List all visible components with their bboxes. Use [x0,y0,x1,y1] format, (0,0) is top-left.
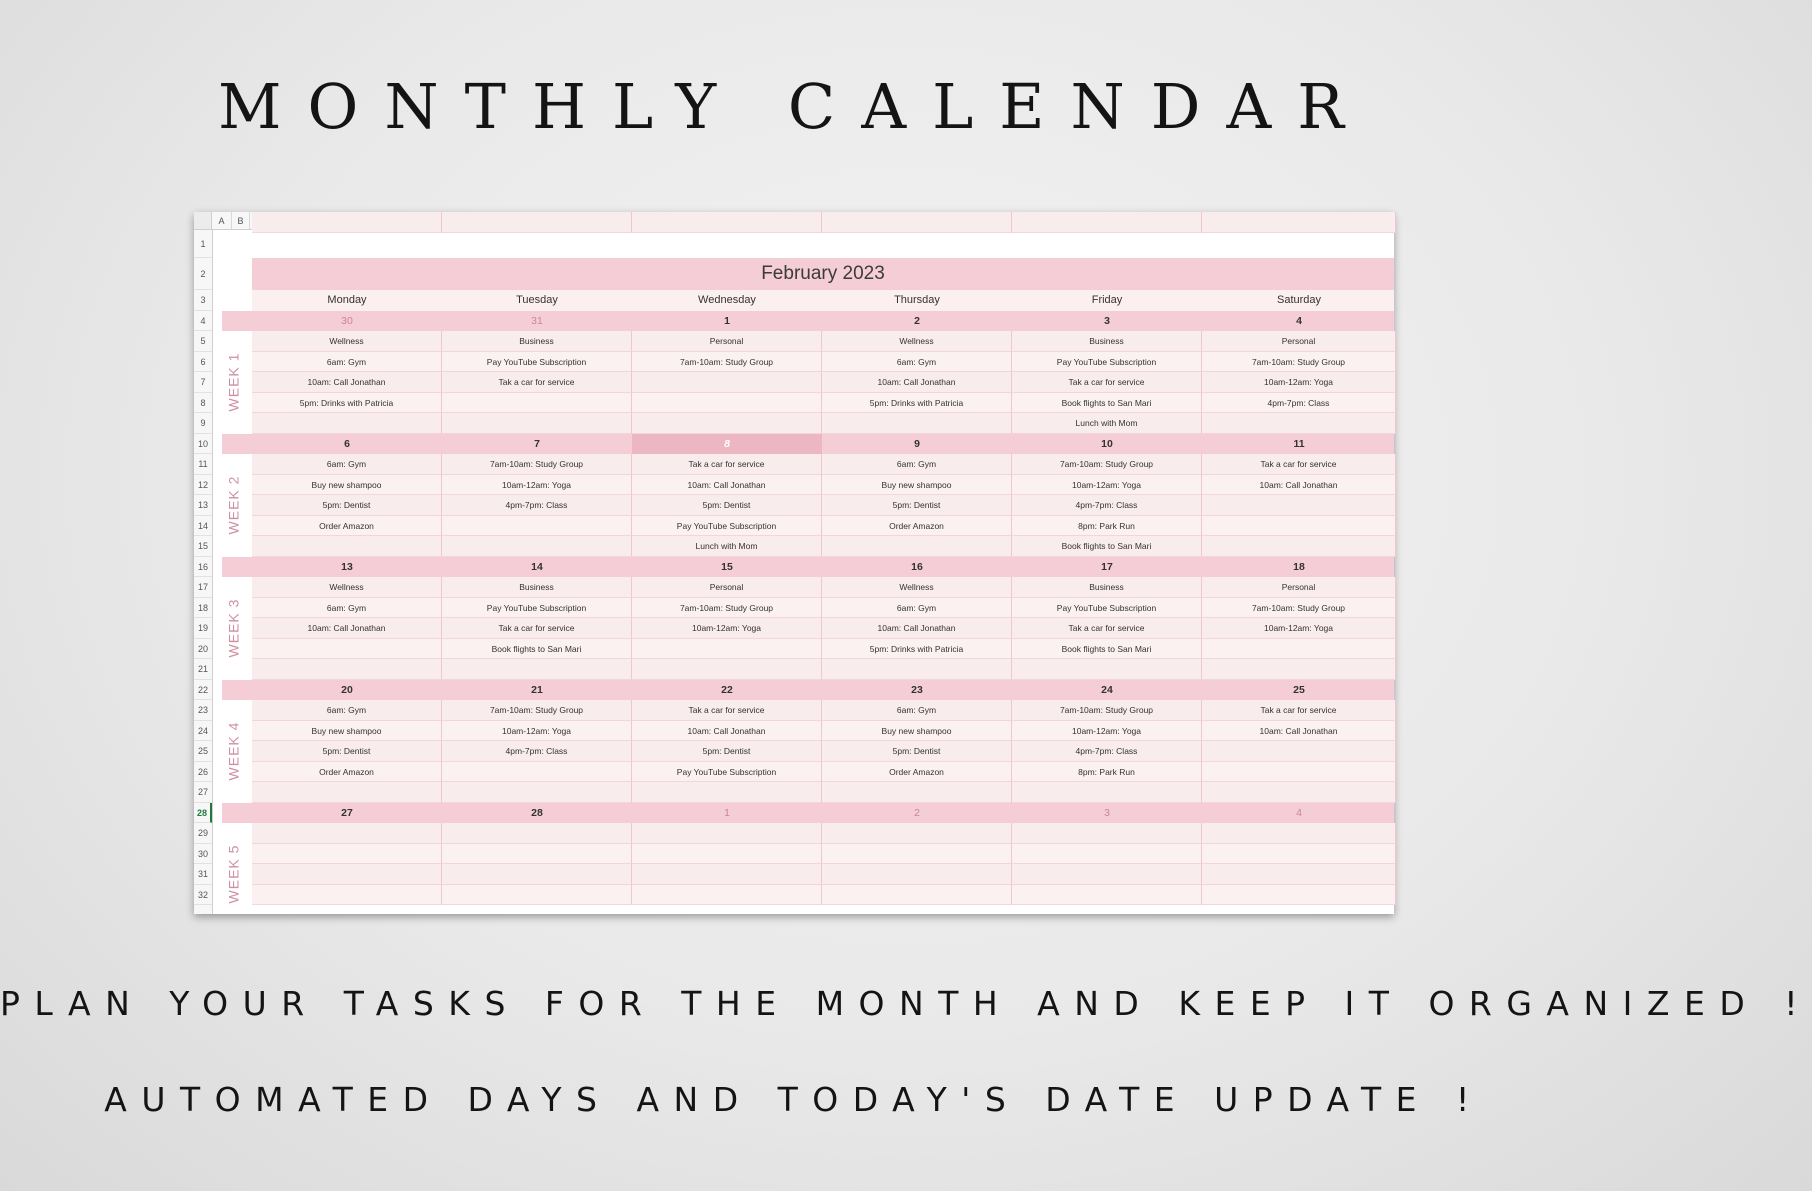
task-cell[interactable]: 10am-12am: Yoga [1202,372,1396,393]
task-cell[interactable]: Personal [632,331,822,352]
task-cell[interactable]: 5pm: Dentist [632,495,822,516]
task-cell[interactable] [822,864,1012,885]
task-cell[interactable]: 5pm: Dentist [252,495,442,516]
task-cell[interactable]: 6am: Gym [822,700,1012,721]
day-name-tuesday: Tuesday [516,294,558,306]
task-cell[interactable] [1202,823,1396,844]
date-cell[interactable]: 11 [1293,437,1305,450]
row-header-21[interactable]: 21 [194,659,212,680]
task-cell[interactable]: Lunch with Mom [1012,413,1202,434]
date-row-week-2 [222,434,1394,455]
task-cell[interactable] [822,844,1012,865]
date-cell[interactable]: 9 [914,437,920,450]
task-cell[interactable]: 5pm: Dentist [252,741,442,762]
task-cell[interactable]: 6am: Gym [252,352,442,373]
week-label-5 [218,823,248,926]
column-header-b[interactable]: B [232,212,250,230]
row-header-10[interactable]: 10 [194,434,212,455]
task-cell[interactable]: 5pm: Drinks with Patricia [252,393,442,414]
row-header-28[interactable]: 28 [194,803,212,824]
task-cell[interactable]: Business [442,331,632,352]
task-cell[interactable] [632,782,822,803]
task-cell[interactable]: 10am-12am: Yoga [1012,475,1202,496]
row-header-27[interactable]: 27 [194,782,212,803]
task-cell[interactable] [252,844,442,865]
task-cell[interactable] [822,659,1012,680]
task-cell[interactable] [1012,659,1202,680]
date-cell[interactable]: 16 [911,560,923,573]
task-cell[interactable] [1012,782,1202,803]
task-cell[interactable]: Business [1012,577,1202,598]
day-name-thursday: Thursday [894,294,940,306]
date-cell[interactable]: 4 [1296,806,1302,819]
row-header-13[interactable]: 13 [194,495,212,516]
task-cell[interactable]: Buy new shampoo [252,721,442,742]
task-cell[interactable] [1202,864,1396,885]
task-cell[interactable] [252,782,442,803]
task-cell[interactable] [1202,885,1396,906]
month-title: February 2023 [252,258,1394,290]
date-cell[interactable]: 18 [1293,560,1305,573]
task-cell[interactable]: 4pm-7pm: Class [442,495,632,516]
task-cell[interactable] [442,823,632,844]
task-cell[interactable] [822,823,1012,844]
task-cell[interactable]: 4pm-7pm: Class [1202,393,1396,414]
row-header-9[interactable]: 9 [194,413,212,434]
task-cell[interactable] [632,885,822,906]
row-header-7[interactable]: 7 [194,372,212,393]
task-cell[interactable] [822,885,1012,906]
task-cell[interactable]: Tak a car for service [1012,372,1202,393]
task-cell[interactable] [1012,885,1202,906]
task-cell[interactable]: 10am: Call Jonathan [822,618,1012,639]
task-cell[interactable]: Wellness [822,577,1012,598]
row-header-16[interactable]: 16 [194,557,212,578]
task-cell[interactable]: Order Amazon [822,516,1012,537]
task-cell[interactable]: Wellness [252,331,442,352]
row-header-15[interactable]: 15 [194,536,212,557]
task-cell[interactable]: Book flights to San Mari [1012,536,1202,557]
date-cell[interactable]: 6 [344,437,350,450]
task-cell[interactable] [632,212,822,233]
row-header-25[interactable]: 25 [194,741,212,762]
task-cell[interactable]: Order Amazon [822,762,1012,783]
calendar-grid [252,212,1394,914]
week-label-text: WEEK 4 [225,721,241,781]
task-cell[interactable]: 10am: Call Jonathan [1202,475,1396,496]
row-header-23[interactable]: 23 [194,700,212,721]
row-header-1[interactable]: 1 [194,230,212,258]
task-cell[interactable] [442,413,632,434]
task-cell[interactable]: Pay YouTube Subscription [1012,352,1202,373]
date-cell[interactable]: 10 [1101,437,1113,450]
task-cell[interactable]: Personal [1202,331,1396,352]
task-cell[interactable] [442,782,632,803]
task-cell[interactable]: Tak a car for service [1012,618,1202,639]
row-header-19[interactable]: 19 [194,618,212,639]
day-name-saturday: Saturday [1276,294,1322,306]
task-cell[interactable] [1202,212,1396,233]
task-cell[interactable] [252,659,442,680]
task-cell[interactable] [1012,864,1202,885]
date-cell[interactable]: 3 [1104,806,1110,819]
task-cell[interactable]: 7am-10am: Study Group [442,454,632,475]
task-cell[interactable]: Lunch with Mom [632,536,822,557]
task-cell[interactable] [822,782,1012,803]
row-header-30[interactable]: 30 [194,844,212,865]
task-cell[interactable] [632,823,822,844]
task-cell[interactable]: 6am: Gym [252,700,442,721]
task-cell[interactable]: 7am-10am: Study Group [1202,352,1396,373]
task-cell[interactable] [632,393,822,414]
task-cell[interactable] [1202,659,1396,680]
task-cell[interactable]: 5pm: Drinks with Patricia [822,393,1012,414]
task-cell[interactable] [1202,495,1396,516]
task-cell[interactable]: 10am: Call Jonathan [822,372,1012,393]
task-cell[interactable]: 6am: Gym [252,454,442,475]
task-cell[interactable]: Book flights to San Mari [1012,393,1202,414]
task-cell[interactable]: Business [1012,331,1202,352]
task-cell[interactable] [252,212,442,233]
week-label-text: WEEK 1 [225,352,241,412]
day-name-monday: Monday [327,294,367,306]
date-cell[interactable]: 21 [531,683,543,696]
task-cell[interactable]: 10am-12am: Yoga [442,475,632,496]
task-cell[interactable] [252,536,442,557]
select-all-corner[interactable] [194,212,212,230]
task-cell[interactable] [632,864,822,885]
task-cell[interactable]: 10am-12am: Yoga [442,721,632,742]
date-row-week-4 [222,680,1394,701]
task-cell[interactable] [252,823,442,844]
row-header-2[interactable]: 2 [194,258,212,290]
task-cell[interactable]: Tak a car for service [442,372,632,393]
task-cell[interactable] [252,639,442,660]
task-cell[interactable] [442,844,632,865]
task-cell[interactable] [442,659,632,680]
task-cell[interactable] [442,516,632,537]
week-label-1 [218,331,248,434]
date-cell[interactable]: 15 [721,560,733,573]
week-label-3 [218,577,248,680]
task-cell[interactable] [1012,844,1202,865]
task-cell[interactable]: Tak a car for service [1202,700,1396,721]
task-cell[interactable]: 4pm-7pm: Class [442,741,632,762]
task-cell[interactable] [632,844,822,865]
task-cell[interactable]: 7am-10am: Study Group [1012,454,1202,475]
task-cell[interactable]: 7am-10am: Study Group [1202,598,1396,619]
date-cell[interactable]: 25 [1293,683,1305,696]
task-cell[interactable] [442,212,632,233]
task-cell[interactable] [252,885,442,906]
tagline-plan: PLAN YOUR TASKS FOR THE MONTH AND KEEP IT ORGANIZED ! [0,984,1812,1023]
task-cell[interactable]: Personal [1202,577,1396,598]
task-cell[interactable] [632,639,822,660]
date-row-week-1 [222,311,1394,332]
date-cell[interactable]: 23 [911,683,923,696]
task-cell[interactable] [1202,639,1396,660]
task-cell[interactable]: 10am: Call Jonathan [632,721,822,742]
task-cell[interactable] [1202,536,1396,557]
task-cell[interactable]: 5pm: Dentist [822,741,1012,762]
row-header-17[interactable]: 17 [194,577,212,598]
row-header-5[interactable]: 5 [194,331,212,352]
task-cell[interactable]: 7am-10am: Study Group [632,352,822,373]
task-cell[interactable]: 4pm-7pm: Class [1012,741,1202,762]
task-cell[interactable]: Order Amazon [252,762,442,783]
headline: MONTHLY CALENDAR [218,70,1370,143]
task-cell[interactable] [1012,212,1202,233]
week-label-4 [218,700,248,803]
date-cell[interactable]: 17 [1101,560,1113,573]
date-row-week-5 [222,803,1394,824]
week-label-text: WEEK 5 [225,844,241,904]
row-headers [194,230,213,914]
task-cell[interactable]: 7am-10am: Study Group [632,598,822,619]
row-header-29[interactable]: 29 [194,823,212,844]
date-row-week-3 [222,557,1394,578]
task-cell[interactable] [632,413,822,434]
row-header-22[interactable]: 22 [194,680,212,701]
task-cell[interactable]: Book flights to San Mari [1012,639,1202,660]
row-header-6[interactable]: 6 [194,352,212,373]
task-cell[interactable]: Pay YouTube Subscription [632,762,822,783]
date-cell[interactable]: 14 [531,560,543,573]
row-header-32[interactable]: 32 [194,885,212,906]
date-cell[interactable]: 22 [721,683,733,696]
date-cell[interactable]: 2 [914,806,920,819]
task-cell[interactable] [442,864,632,885]
date-cell[interactable]: 3 [1104,314,1110,327]
task-cell[interactable] [632,659,822,680]
row-header-31[interactable]: 31 [194,864,212,885]
task-cell[interactable] [1202,741,1396,762]
task-cell[interactable] [1012,823,1202,844]
task-cell[interactable] [442,762,632,783]
task-cell[interactable]: 7am-10am: Study Group [1012,700,1202,721]
task-cell[interactable] [822,536,1012,557]
row-header-11[interactable]: 11 [194,454,212,475]
task-cell[interactable]: 6am: Gym [822,352,1012,373]
task-cell[interactable]: 10am: Call Jonathan [252,372,442,393]
date-cell[interactable]: 2 [914,314,920,327]
task-cell[interactable]: 10am-12am: Yoga [1202,618,1396,639]
task-cell[interactable]: Buy new shampoo [822,721,1012,742]
task-cell[interactable]: Tak a car for service [442,618,632,639]
task-cell[interactable]: 4pm-7pm: Class [1012,495,1202,516]
week-label-text: WEEK 2 [225,475,241,535]
task-cell[interactable]: Tak a car for service [632,700,822,721]
today-date-cell[interactable]: 8 [632,434,822,455]
date-cell[interactable]: 30 [341,314,353,327]
task-cell[interactable]: 10am: Call Jonathan [1202,721,1396,742]
task-cell[interactable]: Tak a car for service [1202,454,1396,475]
task-cell[interactable] [1202,782,1396,803]
task-cell[interactable] [632,372,822,393]
task-cell[interactable]: Pay YouTube Subscription [442,598,632,619]
row-header-12[interactable]: 12 [194,475,212,496]
date-cell[interactable]: 7 [534,437,540,450]
task-cell[interactable]: 10am-12am: Yoga [1012,721,1202,742]
day-name-wednesday: Wednesday [698,294,756,306]
column-header-a[interactable]: A [212,212,232,230]
date-cell[interactable]: 28 [531,806,543,819]
task-cell[interactable]: 5pm: Dentist [822,495,1012,516]
task-cell[interactable]: 6am: Gym [252,598,442,619]
task-cell[interactable] [1202,762,1396,783]
task-cell[interactable]: Personal [632,577,822,598]
day-name-friday: Friday [1091,294,1123,306]
task-cell[interactable]: Pay YouTube Subscription [632,516,822,537]
task-cell[interactable] [252,413,442,434]
task-cell[interactable] [442,536,632,557]
task-cell[interactable]: Book flights to San Mari [442,639,632,660]
task-cell[interactable]: Pay YouTube Subscription [1012,598,1202,619]
date-cell[interactable]: 20 [341,683,353,696]
spreadsheet-window[interactable] [194,212,1394,914]
task-cell[interactable]: 6am: Gym [822,454,1012,475]
task-cell[interactable] [1202,516,1396,537]
task-cell[interactable]: 8pm: Park Run [1012,762,1202,783]
task-cell[interactable]: 7am-10am: Study Group [442,700,632,721]
task-cell[interactable]: 5pm: Drinks with Patricia [822,639,1012,660]
date-cell[interactable]: 4 [1296,314,1302,327]
task-cell[interactable] [1202,413,1396,434]
task-cell[interactable]: Pay YouTube Subscription [442,352,632,373]
date-cell[interactable]: 1 [724,806,730,819]
task-cell[interactable]: Business [442,577,632,598]
row-header-20[interactable]: 20 [194,639,212,660]
task-cell[interactable] [252,864,442,885]
task-cell[interactable]: 6am: Gym [822,598,1012,619]
task-cell[interactable] [1202,844,1396,865]
task-cell[interactable]: Wellness [822,331,1012,352]
row-header-8[interactable]: 8 [194,393,212,414]
task-cell[interactable]: 10am-12am: Yoga [632,618,822,639]
week-label-2 [218,454,248,557]
task-cell[interactable] [822,413,1012,434]
task-cell[interactable]: Order Amazon [252,516,442,537]
date-cell[interactable]: 1 [724,314,730,327]
task-cell[interactable]: 10am: Call Jonathan [252,618,442,639]
row-header-14[interactable]: 14 [194,516,212,537]
task-cell[interactable] [442,885,632,906]
task-cell[interactable]: Buy new shampoo [822,475,1012,496]
date-cell[interactable]: 31 [531,314,543,327]
row-header-26[interactable]: 26 [194,762,212,783]
date-cell[interactable]: 24 [1101,683,1113,696]
task-cell[interactable]: 8pm: Park Run [1012,516,1202,537]
task-cell[interactable]: Wellness [252,577,442,598]
date-cell[interactable]: 13 [341,560,353,573]
task-cell[interactable] [822,212,1012,233]
row-header-3[interactable]: 3 [194,290,212,311]
task-cell[interactable]: 10am: Call Jonathan [632,475,822,496]
week-label-text: WEEK 3 [225,598,241,658]
task-cell[interactable]: Tak a car for service [632,454,822,475]
task-cell[interactable]: 5pm: Dentist [632,741,822,762]
task-cell[interactable]: Buy new shampoo [252,475,442,496]
tagline-automated: AUTOMATED DAYS AND TODAY'S DATE UPDATE ! [104,1080,1484,1119]
date-cell[interactable]: 27 [341,806,353,819]
task-cell[interactable] [442,393,632,414]
row-header-24[interactable]: 24 [194,721,212,742]
row-header-4[interactable]: 4 [194,311,212,332]
row-header-18[interactable]: 18 [194,598,212,619]
